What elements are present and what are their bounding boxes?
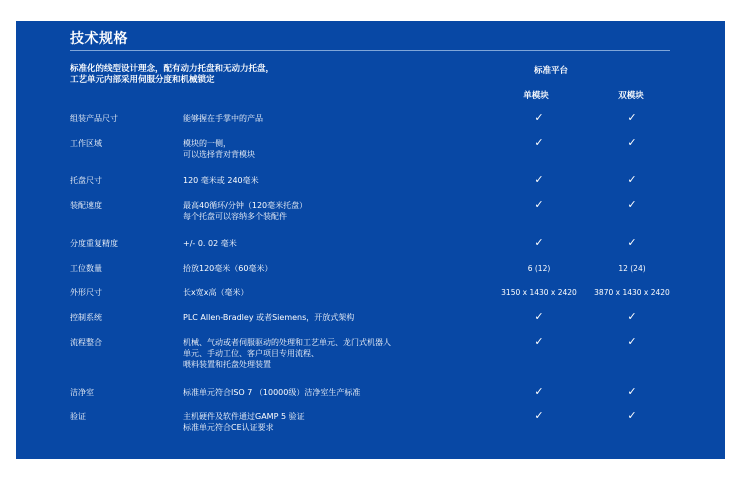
- double-module-value: 12 (24): [618, 264, 646, 273]
- specs-panel: [16, 21, 725, 459]
- spec-description: 标准单元符合ISO 7 （10000级）洁净室生产标准: [183, 388, 361, 397]
- single-module-value: 6 (12): [527, 264, 551, 273]
- spec-label: 工位数量: [70, 264, 102, 273]
- double-module-value: ✓: [627, 111, 637, 124]
- single-module-value: ✓: [534, 409, 544, 422]
- single-module-value: ✓: [534, 335, 544, 348]
- double-module-value: ✓: [627, 409, 637, 422]
- single-module-value: ✓: [534, 111, 544, 124]
- double-module-value: ✓: [627, 173, 637, 186]
- spec-label: 组装产品尺寸: [70, 114, 118, 123]
- spec-description: 拾放120毫米（60毫米）: [183, 264, 273, 273]
- spec-label: 控制系统: [70, 313, 102, 322]
- double-module-value: ✓: [627, 385, 637, 398]
- spec-description: PLC Allen-Bradley 或者Siemens，开放式架构: [183, 313, 355, 322]
- section-title: 技术规格: [70, 31, 128, 47]
- spec-description: 主机硬件及软件通过GAMP 5 验证 标准单元符合CE认证要求: [183, 412, 305, 432]
- single-module-value: 3150 x 1430 x 2420: [501, 288, 577, 297]
- spec-description: 120 毫米或 240毫米: [183, 176, 259, 185]
- double-module-value: 3870 x 1430 x 2420: [594, 288, 670, 297]
- single-module-value: ✓: [534, 236, 544, 249]
- spec-label: 洁净室: [70, 388, 94, 397]
- platform-header: 标准平台: [533, 66, 568, 76]
- spec-label: 托盘尺寸: [70, 176, 102, 185]
- spec-label: 装配速度: [70, 201, 102, 210]
- single-module-value: ✓: [534, 310, 544, 323]
- double-module-value: ✓: [627, 236, 637, 249]
- double-module-value: ✓: [627, 198, 637, 211]
- double-module-value: ✓: [627, 310, 637, 323]
- spec-description: 最高40循环/分钟（120毫米托盘） 每个托盘可以容纳多个装配件: [183, 201, 308, 221]
- single-module-value: ✓: [534, 198, 544, 211]
- spec-description: +/- 0. 02 毫米: [183, 239, 237, 248]
- spec-table: [16, 21, 725, 459]
- single-module-value: ✓: [534, 136, 544, 149]
- single-module-value: ✓: [534, 173, 544, 186]
- single-module-value: ✓: [534, 385, 544, 398]
- spec-description: 长x宽x高（毫米）: [183, 288, 249, 297]
- intro-text: 标准化的线型设计理念，配有动力托盘和无动力托盘， 工艺单元内部采用伺服分度和机械锁定: [70, 64, 275, 85]
- spec-label: 外形尺寸: [70, 288, 102, 297]
- spec-label: 流程整合: [70, 338, 102, 347]
- column-header-single: 单模块: [523, 91, 549, 101]
- spec-description: 机械、气动或者伺服驱动的处理和工艺单元、龙门式机器人 单元、手动工位、客户项目专用流程、 喂料装置和托盘处理装置: [183, 338, 391, 369]
- spec-label: 分度重复精度: [70, 239, 118, 248]
- double-module-value: ✓: [627, 136, 637, 149]
- spec-description: 能够握在手掌中的产品: [183, 114, 263, 123]
- column-header-double: 双模块: [618, 91, 644, 101]
- double-module-value: ✓: [627, 335, 637, 348]
- spec-description: 模块的一侧， 可以选择背对背模块: [183, 139, 255, 159]
- spec-label: 工作区域: [70, 139, 102, 148]
- spec-label: 验证: [70, 412, 86, 421]
